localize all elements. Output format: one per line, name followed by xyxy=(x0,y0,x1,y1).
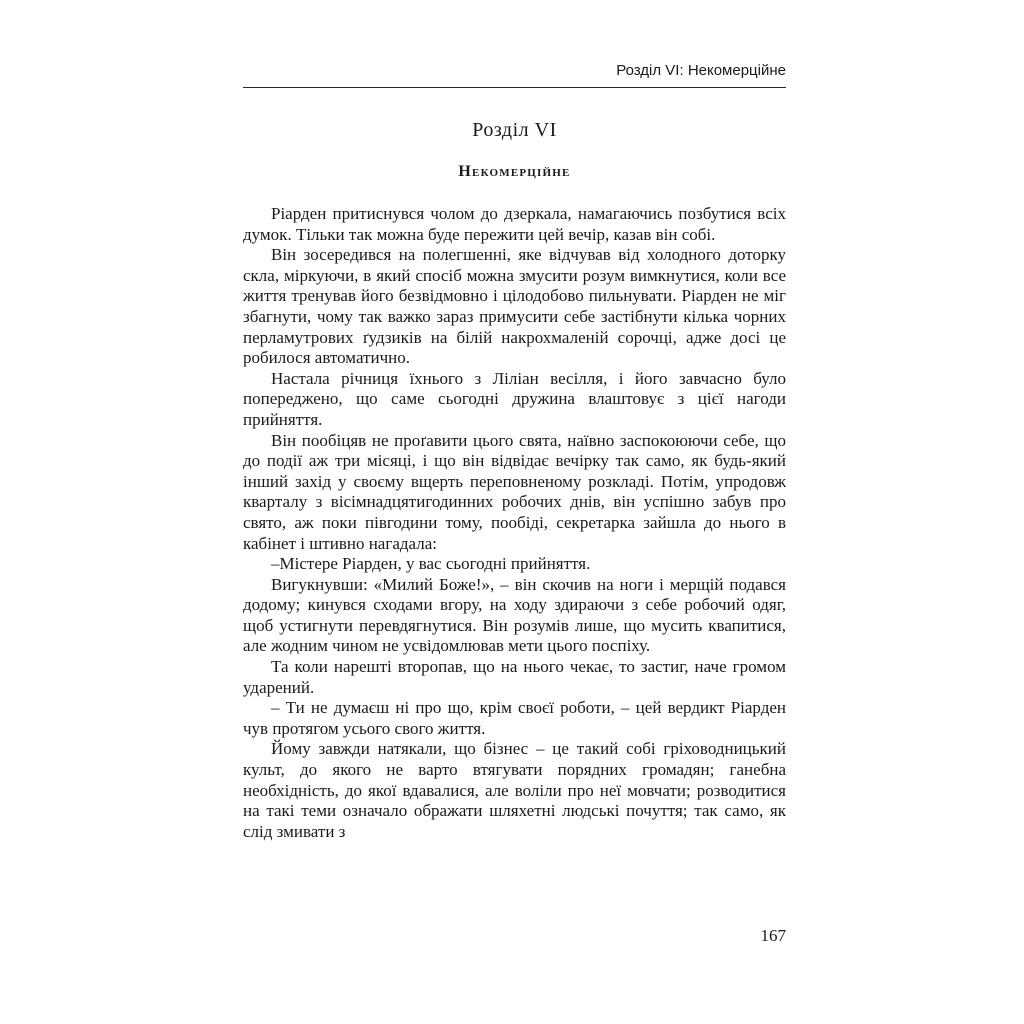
paragraph: Ріарден притиснувся чолом до дзеркала, намагаючись позбутися всіх думок. Тільки так можна буде пережити цей вечір, казав він собі. xyxy=(243,204,786,244)
paragraph: Вигукнувши: «Милий Боже!», – він скочив на ноги і мерщій подався додому; кинувся сходами вгору, на ходу здираючи з себе робочий одяг, щоб устигнути перевдягнутися. Він розумів лише, що мусить квапитися, але жодним чином не усвідомлював мети цього поспіху. xyxy=(243,574,786,656)
paragraph: – Ти не думаєш ні про що, крім своєї роботи, – цей вердикт Ріарден чув протягом усього свого життя. xyxy=(243,698,786,738)
chapter-subtitle: Некомерційне xyxy=(458,163,571,180)
body-text xyxy=(243,204,786,842)
page-number: 167 xyxy=(760,926,786,945)
paragraph: –Містере Ріарден, у вас сьогодні прийняття. xyxy=(271,554,591,574)
running-head-text: Розділ VI: Некомерційне xyxy=(616,62,786,79)
paragraph: Він зосередився на полегшенні, яке відчував від холодного доторку скла, міркуючи, в який спосіб можна змусити розум вимкнутися, коли все життя тренував його безвідмовно і цілодобово пильнувати. Ріарден не міг збагнути, чому так важко зараз примусити себе застібнути кілька чорних перламутрових ґудзиків на білій накрохмаленій сорочці, адже досі це робилося автоматично. xyxy=(243,245,786,368)
paragraph: Йому завжди натякали, що бізнес – це такий собі гріховодницький культ, до якого не варто втягувати порядних громадян; ганебна необхідність, до якої вдавалися, але воліли про неї мовчати; розводитися на такі теми означало ображати шляхетні людські почуття; так само, як слід змивати з xyxy=(243,739,786,841)
text-column xyxy=(243,62,786,842)
chapter-title: Розділ VI xyxy=(472,119,557,141)
paragraph: Він пообіцяв не проґавити цього свята, наївно заспокоюючи себе, що до події аж три місяці, і що він відвідає вечірку так само, як будь-який інший захід у своєму вщерть переповненому розкладі. Потім, упродовж кварталу з вісімнадцятигодинних робочих днів, він успішно забув про свято, аж поки півгодини тому, пообіді, секретарка зайшла до нього в кабінет і штивно нагадала: xyxy=(243,430,786,553)
paragraph: Та коли нарешті второпав, що на нього чекає, то застиг, наче громом ударений. xyxy=(243,657,786,697)
running-head xyxy=(243,62,786,88)
paragraph: Настала річниця їхнього з Ліліан весілля, і його завчасно було попереджено, що саме сьогодні дружина влаштовує з цієї нагоди прийняття. xyxy=(243,368,786,429)
